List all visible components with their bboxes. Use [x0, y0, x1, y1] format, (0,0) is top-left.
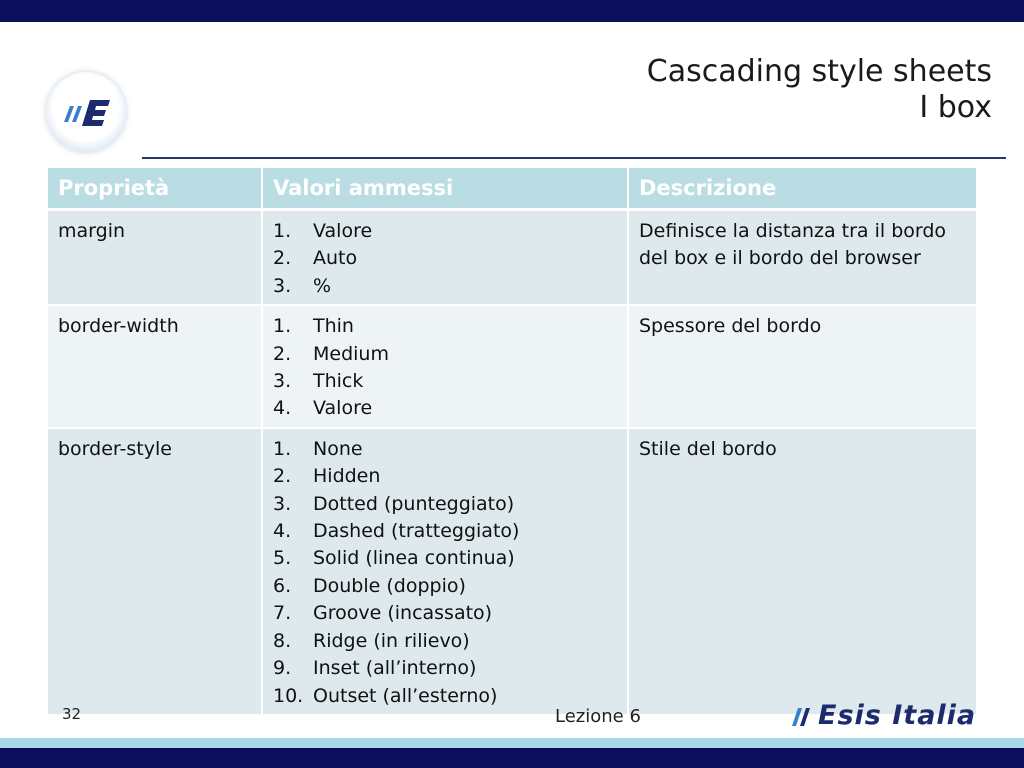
list-item	[273, 573, 617, 600]
list-item	[273, 545, 617, 572]
list-value: Double (doppio)	[313, 574, 466, 597]
list-number: 5.	[273, 547, 292, 570]
brand-logo	[790, 700, 1012, 734]
lesson-label: Lezione 6	[555, 706, 641, 727]
list-value: Thick	[313, 370, 364, 393]
bottom-accent-bar	[0, 738, 1024, 748]
list-item	[273, 368, 617, 395]
table-row	[48, 210, 976, 306]
brand-wing-icon	[790, 702, 820, 732]
values-cell	[262, 428, 628, 715]
list-item	[273, 518, 617, 545]
list-item	[273, 655, 617, 682]
list-value: Valore	[313, 397, 373, 420]
title-line-1: Cascading style sheets	[646, 54, 992, 89]
list-number: 4.	[273, 397, 292, 420]
list-number: 6.	[273, 574, 292, 597]
list-item	[273, 273, 617, 300]
list-value: Dashed (tratteggiato)	[313, 520, 520, 543]
table-row	[48, 305, 976, 428]
list-number: 4.	[273, 520, 292, 543]
header-description: Descrizione	[628, 168, 976, 210]
property-cell: border-style	[48, 428, 262, 715]
list-number: 3.	[273, 370, 292, 393]
property-cell: margin	[48, 210, 262, 306]
list-value: Solid (linea continua)	[313, 547, 515, 570]
list-number: 8.	[273, 629, 292, 652]
title-line-2: I box	[919, 90, 992, 125]
list-number: 2.	[273, 342, 292, 365]
we-logo-icon	[60, 96, 114, 130]
list-item	[273, 463, 617, 490]
description-cell: Spessore del bordo	[628, 305, 976, 428]
list-item	[273, 218, 617, 245]
list-value: Inset (all’interno)	[313, 657, 477, 680]
list-value: Valore	[313, 220, 373, 242]
list-number: 10.	[273, 684, 304, 707]
list-item	[273, 395, 617, 422]
list-value: Dotted (punteggiato)	[313, 492, 515, 515]
list-item	[273, 341, 617, 368]
list-number: 3.	[273, 492, 292, 515]
list-item	[273, 436, 617, 463]
values-list	[273, 436, 617, 710]
list-number: 3.	[273, 274, 292, 297]
list-value: None	[313, 437, 363, 460]
values-cell	[262, 210, 628, 306]
list-item	[273, 313, 617, 340]
table-header-row	[48, 168, 976, 210]
list-number: 2.	[273, 465, 292, 488]
list-value: Thin	[313, 315, 354, 338]
list-value: Hidden	[313, 465, 381, 488]
list-item	[273, 628, 617, 655]
page-number: 32	[62, 705, 82, 723]
list-number: 1.	[273, 437, 292, 460]
table-row	[48, 428, 976, 715]
list-number: 2.	[273, 247, 292, 270]
properties-table	[48, 168, 976, 716]
values-cell	[262, 305, 628, 428]
list-number: 7.	[273, 602, 292, 625]
list-item	[273, 491, 617, 518]
list-value: Groove (incassato)	[313, 602, 493, 625]
description-cell: Stile del bordo	[628, 428, 976, 715]
list-value: Medium	[313, 342, 389, 365]
values-list	[273, 218, 617, 300]
list-value: Auto	[313, 247, 358, 270]
bottom-bar	[0, 748, 1024, 768]
title-divider	[142, 157, 1006, 159]
slide-title	[647, 54, 992, 126]
top-bar	[0, 0, 1024, 22]
property-cell: border-width	[48, 305, 262, 428]
header-property: Proprietà	[48, 168, 262, 210]
list-number: 1.	[273, 315, 292, 338]
brand-name: Esis Italia	[818, 700, 977, 731]
logo	[46, 72, 126, 152]
list-value: Outset (all’esterno)	[313, 684, 498, 707]
list-value: Ridge (in rilievo)	[313, 629, 470, 652]
description-cell: Definisce la distanza tra il bordo del box e il bordo del browser	[628, 210, 976, 306]
list-value: %	[313, 274, 332, 297]
header-values: Valori ammessi	[262, 168, 628, 210]
list-item	[273, 245, 617, 272]
values-list	[273, 313, 617, 423]
list-number: 1.	[273, 220, 292, 242]
list-number: 9.	[273, 657, 292, 680]
list-item	[273, 600, 617, 627]
